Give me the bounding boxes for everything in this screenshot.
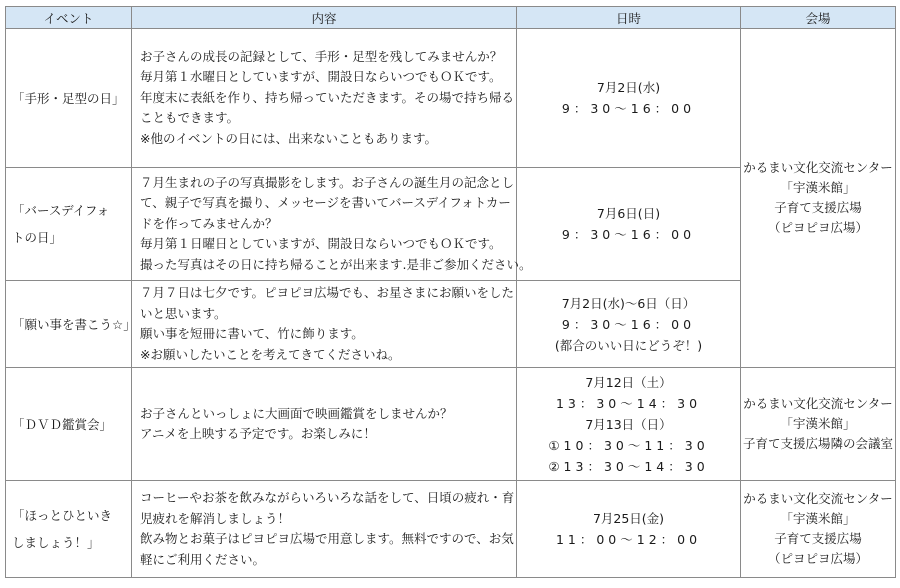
desc-line: 飲み物とお菓子はピヨピヨ広場で用意します。無料ですので、お気	[140, 531, 514, 546]
event-name-line: トの日」	[12, 230, 63, 245]
venue-line: （ピヨピヨ広場）	[767, 220, 868, 235]
event-description	[132, 168, 532, 281]
desc-line: こともできます。	[140, 110, 240, 126]
event-name-line: 「ほっとひといき	[12, 508, 113, 523]
desc-line: ７月生まれの子の写真撮影をします。お子さんの誕生月の記念とし	[140, 174, 515, 190]
date-line: 7月2日(水)～6日（日）	[561, 295, 696, 311]
desc-line: 軽にご利用ください。	[140, 551, 266, 567]
event-description	[132, 281, 517, 368]
date-line: 7月25日(金)	[592, 511, 665, 526]
desc-line: 毎月第１日曜日としていますが、開設日ならいつでもＯＫです。	[140, 236, 502, 252]
event-datetime	[517, 281, 741, 368]
venue-line: かるまい文化交流センター	[743, 491, 893, 506]
event-name-line: 「バースデイフォ	[12, 203, 110, 218]
desc-line: 願い事を短冊に書いて、竹に飾ります。	[140, 326, 364, 341]
event-name	[6, 481, 132, 578]
desc-line: 撮った写真はその日に持ち帰ることが出来ます.是非ご参加ください。	[140, 256, 532, 272]
venue-line: 子育て支援広場	[774, 200, 862, 215]
event-description	[132, 481, 517, 578]
header-datetime: 日時	[517, 7, 741, 29]
event-name	[6, 168, 132, 281]
venue-line: 「宇漢米館」	[780, 180, 856, 195]
event-venue	[741, 368, 896, 481]
event-datetime	[517, 481, 741, 578]
event-name-line: 「願い事を書こう☆」	[12, 316, 136, 332]
desc-line: ７月７日は七夕です。ピヨピヨ広場でも、お星さまにお願いをした	[140, 285, 515, 300]
desc-line: ※他のイベントの日には、出来ないこともあります。	[140, 130, 437, 146]
event-name	[6, 281, 136, 368]
header-row	[6, 7, 896, 29]
event-datetime	[517, 168, 741, 281]
date-line: 7月12日（土）	[585, 374, 672, 390]
header-content: 内容	[132, 7, 517, 29]
venue-line: 子育て支援広場	[774, 531, 862, 546]
time-line: 9：30～16：00	[561, 316, 696, 332]
time-line: ②13：30～14：30	[548, 458, 709, 474]
header-venue: 会場	[741, 7, 896, 29]
date-note: (都合のいい日にどうぞ！)	[554, 337, 703, 353]
event-venue-shared	[741, 29, 896, 368]
desc-line: いと思います。	[140, 305, 227, 321]
venue-line: 子育て支援広場隣の会議室	[742, 436, 893, 451]
event-description	[132, 29, 517, 168]
event-name	[6, 29, 132, 168]
event-datetime	[517, 368, 741, 481]
date-line: 7月2日(水)	[596, 80, 661, 95]
venue-line: かるまい文化交流センター	[743, 396, 893, 411]
venue-line: （ピヨピヨ広場）	[767, 551, 868, 566]
event-description	[132, 368, 517, 481]
desc-line: ドを作ってみませんか？	[140, 215, 278, 231]
event-name-line: 「ＤＶＤ鑑賞会」	[12, 416, 113, 432]
table-row	[6, 29, 896, 168]
time-line: 11：00～12：00	[555, 532, 702, 547]
desc-line: 毎月第１水曜日としていますが、開設日ならいつでもＯＫです。	[140, 69, 502, 85]
table-row	[6, 368, 896, 481]
event-name-line: しましょう！」	[12, 535, 100, 550]
time-line: 9：30～16：00	[561, 227, 696, 242]
event-name-line: 「手形・足型の日」	[12, 90, 125, 106]
header-event: イベント	[6, 7, 132, 29]
event-venue	[741, 481, 896, 578]
venue-line: 「宇漢米館」	[780, 511, 856, 526]
time-line: 9：30～16：00	[561, 101, 696, 116]
table-row	[6, 481, 896, 578]
desc-line: アニメを上映する予定です。お楽しみに！	[140, 426, 376, 441]
desc-line: 年度末に表紙を作り、持ち帰っていただきます。その場で持ち帰る	[140, 89, 515, 105]
venue-line: 「宇漢米館」	[780, 416, 856, 431]
desc-line: ※お願いしたいことを考えてきてくださいね。	[140, 346, 401, 362]
desc-line: コーヒーやお茶を飲みながらいろいろな話をして、日頃の疲れ・育	[140, 490, 515, 505]
date-line: 7月6日(日)	[596, 206, 661, 221]
time-line: 13：30～14：30	[555, 395, 702, 411]
time-line: ①10：30～11：30	[548, 437, 709, 453]
desc-line: お子さんといっしょに大画面で映画鑑賞をしませんか？	[140, 405, 453, 421]
desc-line: 児疲れを解消しましょう！	[140, 510, 291, 526]
event-name	[6, 368, 132, 481]
event-datetime	[517, 29, 741, 168]
date-line: 7月13日（日）	[585, 416, 672, 432]
venue-line: かるまい文化交流センター	[743, 160, 893, 175]
desc-line: お子さんの成長の記録として、手形・足型を残してみませんか？	[140, 48, 503, 64]
event-schedule-table	[5, 6, 896, 578]
desc-line: て、親子で写真を撮り、メッセージを書いてバースデイフォトカー	[140, 195, 511, 211]
